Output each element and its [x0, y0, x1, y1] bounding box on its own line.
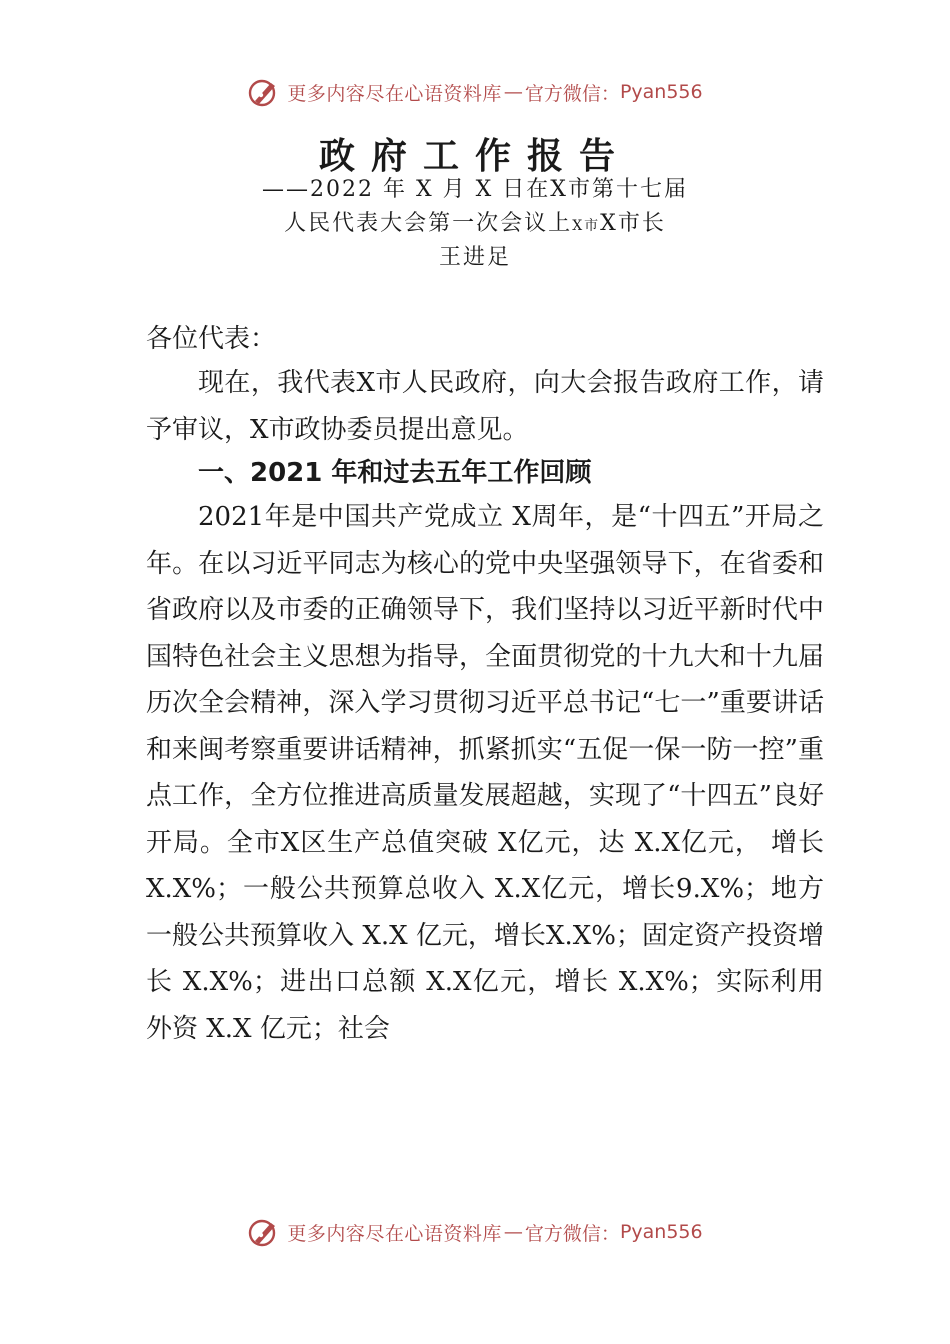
- section-heading-1: 一、2021 年和过去五年工作回顾: [198, 458, 592, 488]
- subtitle-line-3: 王进足: [438, 245, 511, 270]
- paragraph-1-container: [146, 360, 824, 453]
- watermark-banner-top: [0, 72, 950, 112]
- subtitle-line-2-b: X市长: [600, 211, 666, 236]
- paragraph-2: 2021年是中国共产党成立 X周年，是“十四五”开局之年。在以习近平同志为核心的党中央坚强领导下，在省委和省政府以及市委的正确领导下，我们坚持以习近平新时代中国特色社会主义思想为指导，全面贯彻党的十九大和十九届历次全会精神，深入学习贯彻习近平总书记“七一”重要讲话和来闽考察重要讲话精神，抓紧抓实“五促一保一防一控”重点工作，全方位推进高质量发展超越，实现了“十四五”良好开局。全市X区生产总值突破 X亿元，达 X.X亿元， 增长X.X%；一般公共预算总收入 X.X亿元，增长9.X%；地方一般公共预算收入 X.X 亿元，增长X.X%；固定资产投资增长 X.X%；进出口总额 X.X亿元，增长 X.X%；实际利用外资 X.X 亿元；社会: [146, 502, 824, 1044]
- banner-wechat-id: Pyan556: [619, 81, 703, 103]
- subtitle-line-1: ——2022 年 X 月 X 日在X市第十七届: [262, 177, 688, 202]
- banner-wechat-id: Pyan556: [619, 1221, 703, 1243]
- pen-logo-icon: [247, 75, 281, 109]
- pen-logo-icon: [247, 1215, 281, 1249]
- banner-dash: —: [503, 81, 523, 103]
- watermark-banner-bottom: [0, 1212, 950, 1252]
- banner-text: 更多内容尽在心语资料库: [287, 1222, 502, 1245]
- subtitle-line-2-small: X市: [572, 218, 601, 234]
- subtitle-line-2-a: 人民代表大会第一次会议上: [284, 211, 573, 236]
- banner-wechat-label: 官方微信：: [524, 1222, 620, 1245]
- salutation: 各位代表：: [146, 324, 277, 354]
- banner-text: 更多内容尽在心语资料库: [287, 82, 502, 105]
- banner-wechat-label: 官方微信：: [524, 82, 620, 105]
- subtitle-line-2: [0, 206, 950, 237]
- paragraph-2-container: [146, 494, 824, 1052]
- banner-dash: —: [503, 1221, 523, 1243]
- paragraph-1: 现在，我代表X市人民政府，向大会报告政府工作，请予审议，X市政协委员提出意见。: [146, 368, 824, 445]
- document-title: 政府工作报告: [318, 135, 631, 177]
